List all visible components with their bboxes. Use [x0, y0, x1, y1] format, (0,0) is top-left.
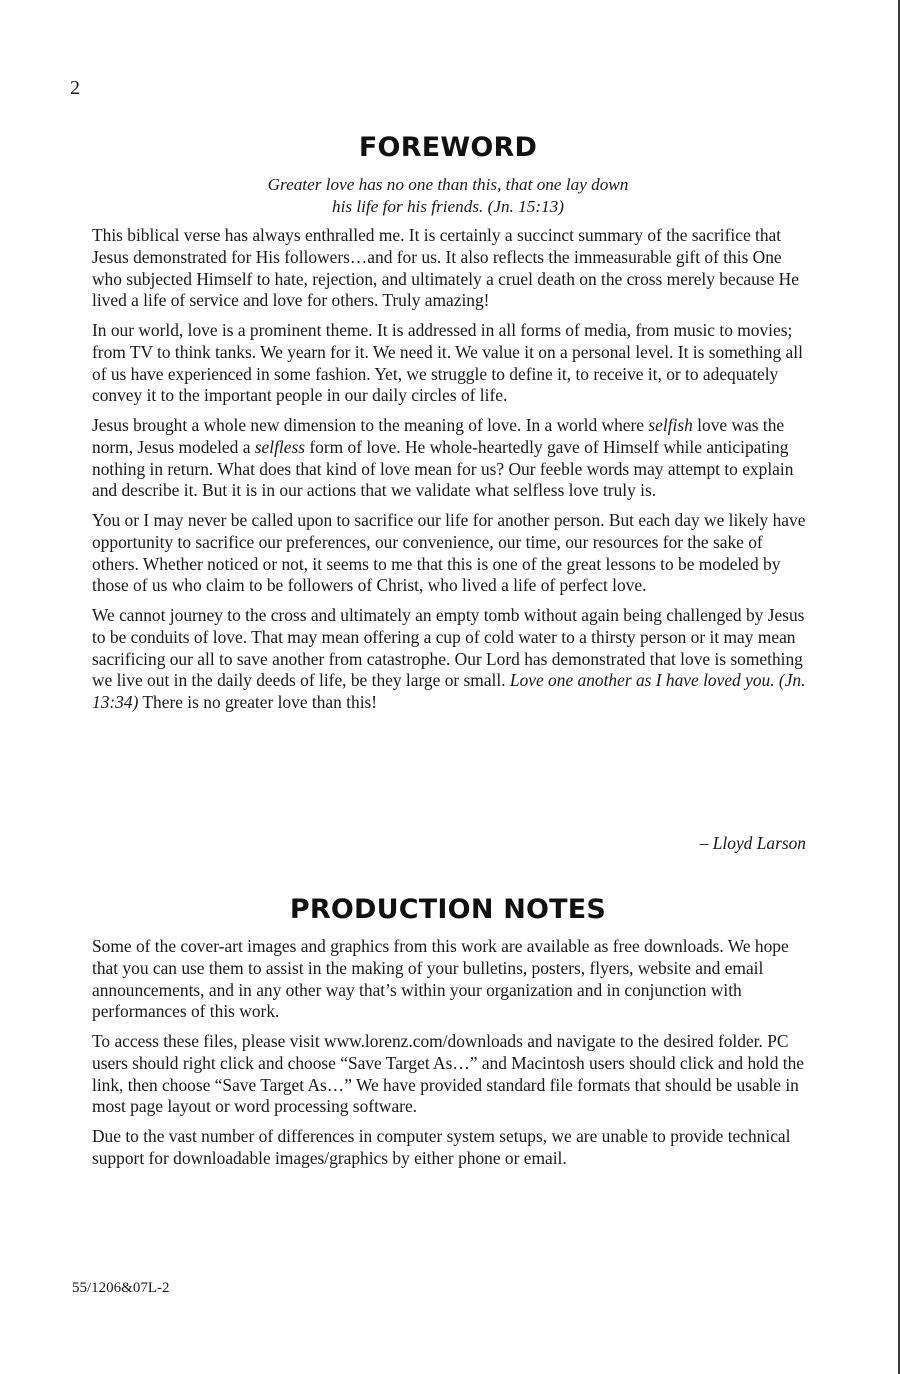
epigraph-line-2: his life for his friends. (Jn. 15:13) [331, 197, 564, 216]
footer-catalog-code: 55/1206&07L-2 [72, 1280, 170, 1296]
paragraph-5-text-a: We cannot journey to the cross and ultimately an empty tomb without again being challenged by Jesus to be conduits of love. That may mean offering a cup of cold water to a thirsty person or it may mean sacrificing our all to save another from catastrophe. Our Lord has demonstrated that love is something we live out in the daily deeds of life, be they large or small. [92, 604, 805, 691]
foreword-paragraph-5 [92, 605, 808, 714]
foreword-title: FOREWORD [358, 132, 538, 163]
foreword-paragraph-2: In our world, love is a prominent theme. It is addressed in all forms of media, from music to movies; from TV to think tanks. We yearn for it. We need it. We value it on a personal level. It is something all of us have experienced in some fashion. Yet, we struggle to define it, to receive it, or to adequately convey it to the important people in our daily circles of life. [92, 319, 803, 406]
emphasis-scripture-quote: Love one another as I have loved you. (Jn. 13:34) [92, 670, 806, 713]
foreword-paragraph-4: You or I may never be called upon to sacrifice our life for another person. But each day we likely have opportunity to sacrifice our preferences, our convenience, our time, our resources for the sake of others. Whether noticed or not, it seems to me that this is one of the great lessons to be modeled by those of us who claim to be followers of Christ, who lived a life of perfect love. [92, 509, 806, 596]
emphasis-selfish: selfish [648, 414, 693, 435]
epigraph-line-1: Greater love has no one than this, that one lay down [267, 175, 629, 194]
paragraph-3-text-b: love was the norm, Jesus modeled a [92, 414, 785, 457]
production-paragraph-1: Some of the cover-art images and graphics from this work are available as free downloads. We hope that you can use them to assist in the making of your bulletins, posters, flyers, website and email announcements, and in any other way that’s within your organization and in conjunction with performances of this work. [92, 936, 789, 1022]
production-paragraph-3: Due to the vast number of differences in computer system setups, we are unable to provide technical support for downloadable images/graphics by either phone or email. [92, 1125, 791, 1168]
production-notes-body [92, 936, 808, 1177]
paragraph-5-text-b: There is no greater love than this! [138, 692, 378, 713]
foreword-paragraph-1: This biblical verse has always enthralled me. It is certainly a succinct summary of the sacrifice that Jesus demonstrated for His followers…and for us. It also reflects the immeasurable gift of this One who subjected Himself to hate, rejection, and ultimately a cruel death on the cross merely because He lived a life of service and love for others. Truly amazing! [92, 225, 799, 311]
foreword-paragraph-3 [92, 415, 808, 502]
paragraph-3-text-a: Jesus brought a whole new dimension to the meaning of love. In a world where [92, 414, 649, 435]
paragraph-3-text-c: form of love. He whole-heartedly gave of Himself while anticipating nothing in return. What does that kind of love mean for us? Our feeble words may attempt to explain and describe it. But it is in our actions that we validate what selfless love truly is. [92, 436, 794, 501]
production-notes-title: PRODUCTION NOTES [289, 894, 607, 925]
foreword-body [92, 225, 808, 722]
author-signature: – Lloyd Larson [699, 833, 806, 853]
emphasis-selfless: selfless [254, 436, 306, 457]
page-number: 2 [70, 77, 80, 99]
production-paragraph-2: To access these files, please visit www.lorenz.com/downloads and navigate to the desired folder. PC users should right click and choose “Save Target As…” and Macintosh users should click and hold the link, then choose “Save Target As…” We have provided standard file formats that should be usable in most page layout or word processing software. [92, 1030, 804, 1117]
foreword-epigraph [90, 174, 806, 218]
